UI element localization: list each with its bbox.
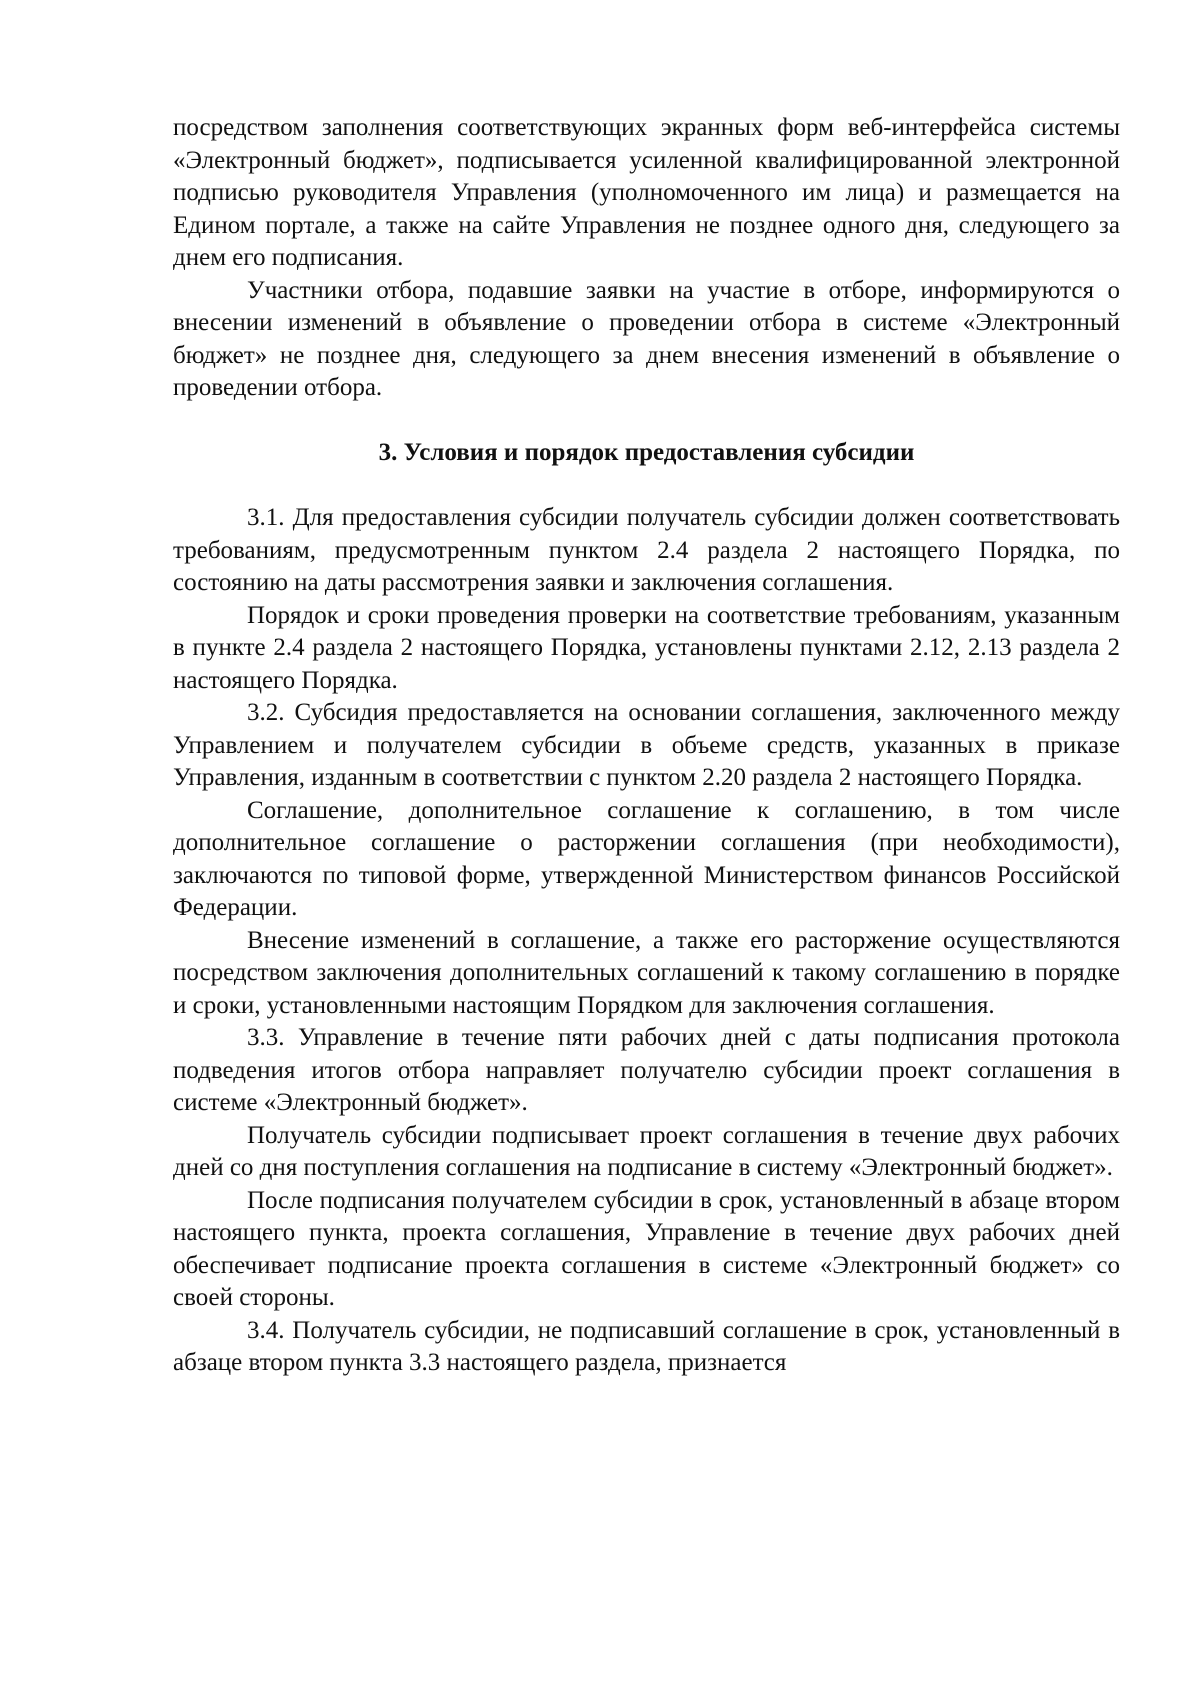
paragraph-3-4: 3.4. Получатель субсидии, не подписавший соглашение в срок, установленный в абзаце втором пункта 3.3 настоящего раздела, признается — [173, 1316, 1120, 1376]
paragraph-3-3-after-signing: После подписания получателем субсидии в срок, установленный в абзаце втором настоящего пункта, проекта соглашения, Управление в течение двух рабочих дней обеспечивает подписание проекта соглашения в системе «Электронный бюджет» со своей стороны. — [173, 1186, 1120, 1311]
document-body — [173, 112, 1120, 1380]
paragraph-3-2-agreement-form: Соглашение, дополнительное соглашение к соглашению, в том числе дополнительное соглашение о расторжении соглашения (при необходимости), заключаются по типовой форме, утвержденной Министерством финансов Российской Федерации. — [173, 796, 1120, 921]
paragraph-3-3-signing: Получатель субсидии подписывает проект соглашения в течение двух рабочих дней со дня поступления соглашения на подписание в систему «Электронный бюджет». — [173, 1121, 1120, 1181]
paragraph-3-1: 3.1. Для предоставления субсидии получатель субсидии должен соответствовать требованиям, предусмотренным пунктом 2.4 раздела 2 настоящего Порядка, по состоянию на даты рассмотрения заявки и заключения соглашения. — [173, 504, 1120, 596]
spacer — [173, 405, 1120, 438]
section-heading: 3. Условия и порядок предоставления субсидии — [378, 439, 915, 466]
paragraph-participants-notice: Участники отбора, подавшие заявки на участие в отборе, информируются о внесении изменений в объявление о проведении отбора в системе «Электронный бюджет» не позднее дня, следующего за днем внесения изменений в объявление о проведении отбора. — [173, 276, 1120, 401]
paragraph-3-2: 3.2. Субсидия предоставляется на основании соглашения, заключенного между Управлением и получателем субсидии в объеме средств, указанных в приказе Управления, изданным в соответствии с пунктом 2.20 раздела 2 настоящего Порядка. — [173, 699, 1120, 791]
paragraph-continuation: посредством заполнения соответствующих экранных форм веб-интерфейса системы «Электронный бюджет», подписывается усиленной квалифицированной электронной подписью руководителя Управления (уполномоченного им лица) и размещается на Едином портале, а также на сайте Управления не позднее одного дня, следующего за днем его подписания. — [173, 114, 1120, 271]
paragraph-3-1-check-procedure: Порядок и сроки проведения проверки на соответствие требованиям, указанным в пункте 2.4 раздела 2 настоящего Порядка, установлены пунктами 2.12, 2.13 раздела 2 настоящего Порядка. — [173, 601, 1120, 694]
spacer — [173, 470, 1120, 503]
paragraph-3-2-amendments: Внесение изменений в соглашение, а также его расторжение осуществляются посредством заключения дополнительных соглашений к такому соглашению в порядке и сроки, установленными настоящим Порядком для заключения соглашения. — [173, 926, 1120, 1019]
paragraph-3-3: 3.3. Управление в течение пяти рабочих дней с даты подписания протокола подведения итогов отбора направляет получателю субсидии проект соглашения в системе «Электронный бюджет». — [173, 1024, 1120, 1116]
